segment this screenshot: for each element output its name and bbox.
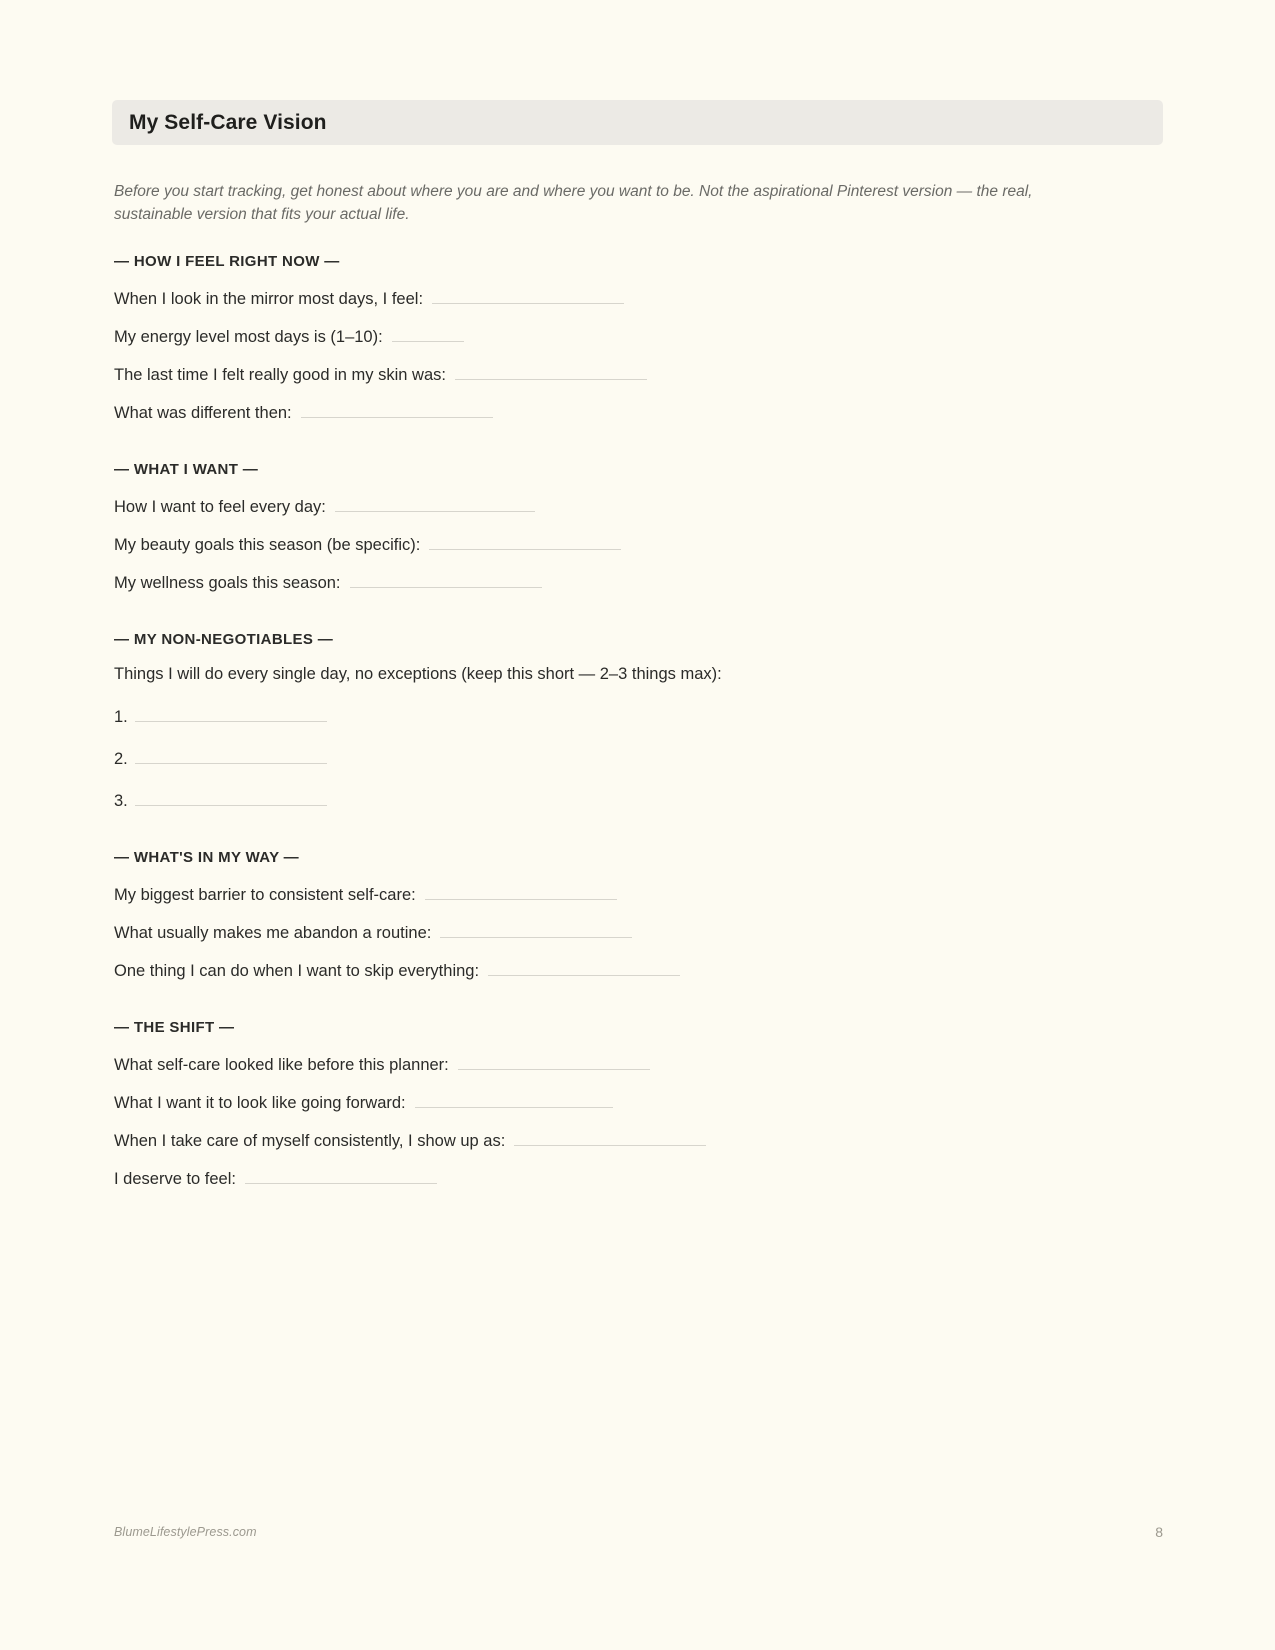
prompt-label: I deserve to feel:	[114, 1170, 236, 1188]
prompt-label: What self-care looked like before this planner:	[114, 1056, 449, 1074]
worksheet-section	[114, 461, 1124, 595]
answer-fill-line[interactable]	[245, 1164, 437, 1184]
worksheet-section	[114, 849, 1124, 983]
numbered-prompt-row	[114, 744, 1124, 771]
section-heading: — WHAT'S IN MY WAY —	[114, 849, 300, 866]
prompt-label: My biggest barrier to consistent self-care:	[114, 886, 416, 904]
prompt-row	[114, 880, 1124, 907]
page-title-bar	[112, 100, 1163, 145]
prompt-label: When I take care of myself consistently, I show up as:	[114, 1132, 506, 1150]
answer-fill-line[interactable]	[135, 702, 327, 722]
answer-fill-line[interactable]	[335, 492, 535, 512]
prompt-label: What was different then:	[114, 404, 292, 422]
prompt-row	[114, 322, 1124, 349]
prompt-row	[114, 492, 1124, 519]
answer-fill-line[interactable]	[440, 918, 632, 938]
answer-fill-line[interactable]	[135, 786, 327, 806]
section-lead-text: Things I will do every single day, no exceptions (keep this short — 2–3 things max):	[114, 665, 722, 683]
worksheet-content	[114, 180, 1124, 1202]
page-title: My Self-Care Vision	[129, 110, 327, 134]
prompt-row	[114, 1164, 1124, 1191]
section-heading: — MY NON-NEGOTIABLES —	[114, 631, 334, 648]
answer-fill-line[interactable]	[432, 284, 624, 304]
list-number: 3.	[114, 792, 128, 810]
answer-fill-line[interactable]	[350, 568, 542, 588]
numbered-prompt-row	[114, 786, 1124, 813]
answer-fill-line[interactable]	[458, 1050, 650, 1070]
prompt-row	[114, 1050, 1124, 1077]
section-heading: — HOW I FEEL RIGHT NOW —	[114, 253, 340, 270]
answer-fill-line[interactable]	[392, 322, 464, 342]
answer-fill-line[interactable]	[301, 398, 493, 418]
prompt-label: My energy level most days is (1–10):	[114, 328, 383, 346]
prompt-row	[114, 360, 1124, 387]
prompt-label: What usually makes me abandon a routine:	[114, 924, 432, 942]
prompt-row	[114, 918, 1124, 945]
numbered-prompt-row	[114, 702, 1124, 729]
answer-fill-line[interactable]	[425, 880, 617, 900]
footer-page-number: 8	[1155, 1524, 1163, 1540]
section-heading: — THE SHIFT —	[114, 1019, 235, 1036]
prompt-label: One thing I can do when I want to skip everything:	[114, 962, 480, 980]
worksheet-section	[114, 631, 1124, 813]
section-heading: — WHAT I WANT —	[114, 461, 259, 478]
prompt-row	[114, 284, 1124, 311]
prompt-label: When I look in the mirror most days, I feel:	[114, 290, 424, 308]
worksheet-section	[114, 1019, 1124, 1191]
prompt-label: My wellness goals this season:	[114, 574, 341, 592]
worksheet-section	[114, 253, 1124, 425]
prompt-row	[114, 1088, 1124, 1115]
answer-fill-line[interactable]	[415, 1088, 613, 1108]
prompt-label: The last time I felt really good in my skin was:	[114, 366, 446, 384]
answer-fill-line[interactable]	[429, 530, 621, 550]
prompt-label: My beauty goals this season (be specific):	[114, 536, 421, 554]
footer-brand: BlumeLifestylePress.com	[114, 1525, 257, 1539]
prompt-row	[114, 530, 1124, 557]
answer-fill-line[interactable]	[455, 360, 647, 380]
prompt-row	[114, 1126, 1124, 1153]
list-number: 2.	[114, 750, 128, 768]
sections-container	[114, 253, 1124, 1191]
prompt-row	[114, 956, 1124, 983]
prompt-label: What I want it to look like going forward:	[114, 1094, 406, 1112]
prompt-row	[114, 568, 1124, 595]
page-footer	[114, 1524, 1163, 1540]
answer-fill-line[interactable]	[514, 1126, 706, 1146]
answer-fill-line[interactable]	[488, 956, 680, 976]
prompt-label: How I want to feel every day:	[114, 498, 326, 516]
answer-fill-line[interactable]	[135, 744, 327, 764]
intro-paragraph: Before you start tracking, get honest about where you are and where you want to be. Not the aspirational Pinterest version — the real, sustainable version that fits your actual life.	[114, 183, 1033, 223]
list-number: 1.	[114, 708, 128, 726]
prompt-row	[114, 398, 1124, 425]
